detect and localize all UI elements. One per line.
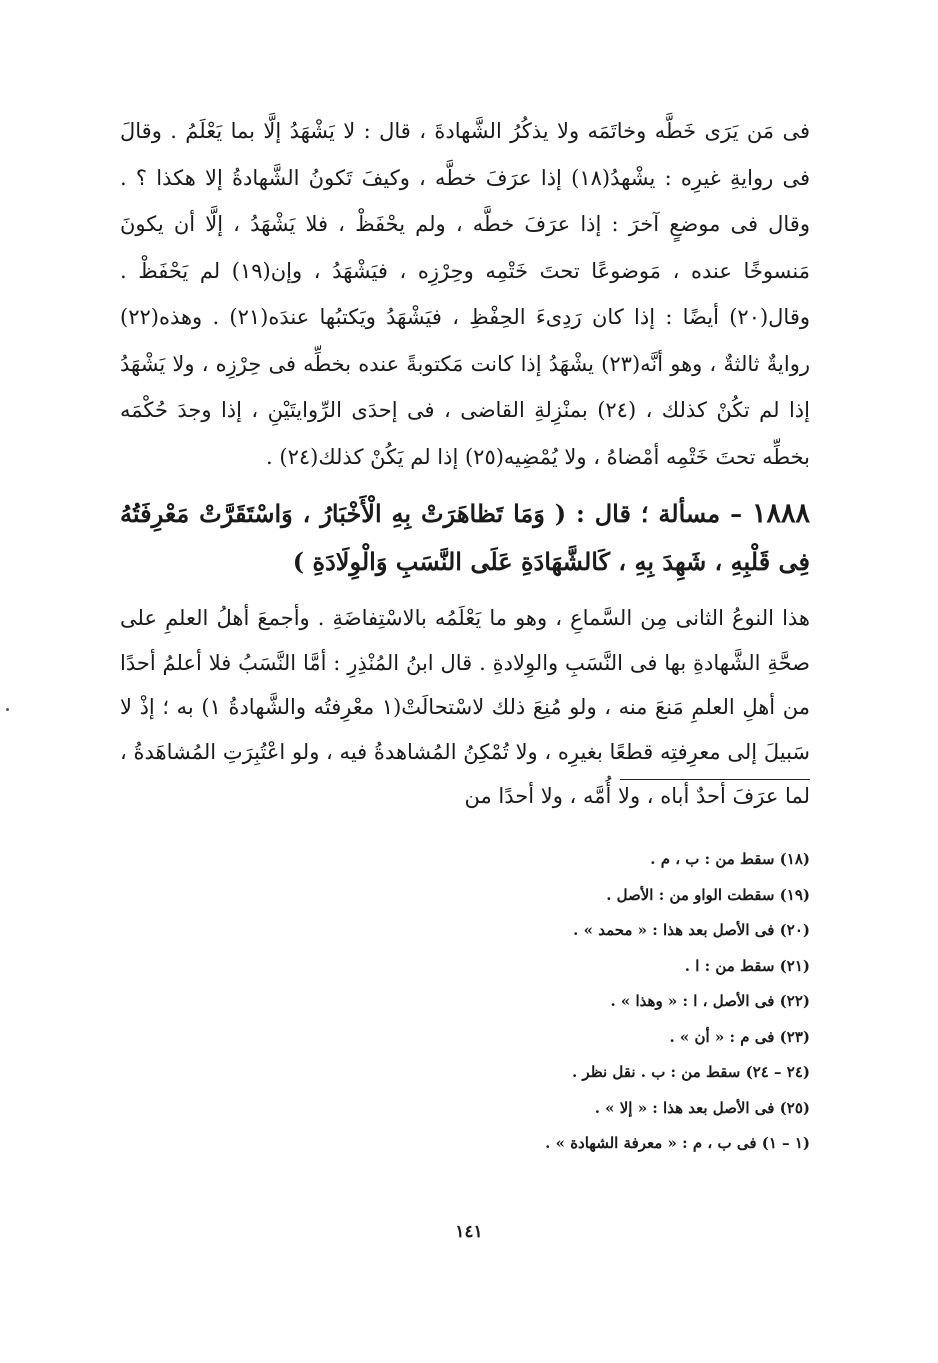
footnote: (١ – ١) فى ب ، م : « معرفة الشهادة » . [545,1134,810,1152]
footnote: (٢٥) فى الأصل بعد هذا : « إلا » . [594,1098,810,1117]
paragraph-1-line: الرِّوايتَيْنِ ، إذا وجدَ حُكْمَه بخطِّه تحتَ خَتْمِه أمْضاهُ ، ولا يُمْضِيه(٢٥) إذا لم يَكُنْ [120,398,810,469]
footnote: (١٨) سقط من : ب ، م . [650,850,810,868]
paragraph-2-line: منه ، ولو مُنِعَ ذلك لاسْتحالَتْ(١ معْرِفتُه والشَّهادةُ ١) به ؛ إذْ لا سَبيلَ إلى معرِفتِه قطعًا بغيرِه ، ولا [120,695,811,764]
footnotes [410,842,810,1162]
paragraph-1-line: مَكتوبةً عنده بخطِّه فى حِرْزِه ، ولا يَشْهَدُ إذا لم تكُنْ كذلك ، (٢٤) بمنْزِلةِ القاضى ، فى إحدَى [120,351,810,422]
page-number: ١٤١ [455,1222,483,1242]
paragraph-2-line: الشَّهادةِ بها فى النَّسَبِ والوِلادةِ . قال ابنُ المُنْذِرِ : أمَّا النَّسَبُ فلا أعلمُ أحدًا من أهلِ العلمِ مَنعَ [120,650,810,719]
scan-speck [6,708,9,711]
footnote: (٢٠) فى الأصل بعد هذا : « محمد » . [573,921,810,939]
section-heading [120,490,810,586]
section-heading-line: شَهِدَ بِهِ ، كَالشَّهَادَةِ عَلَى النَّسَبِ وَالْوِلَادَةِ ) [292,547,707,576]
footnote-separator [620,779,810,780]
section-heading-line: – مسألة ؛ قال : ( وَمَا تَظاهَرَتْ بِهِ الْأَخْبَارُ ، وَاسْتَقَرَّتْ مَعْرِفَتُهُ فِى قَلْبِهِ ، [120,499,810,576]
section-number: ١٨٨٨ [751,498,810,529]
paragraph-2-line: هذا النوعُ الثانى مِن السَّماعِ ، وهو ما يَعْلَمُه بالاسْتِفاضَةِ . وأجمعَ أهلُ العلمِ على صحَّةِ [120,606,810,675]
paragraph-1-line: الحِفْظِ ، فيَشْهَدُ ويَكتبُها عندَه(٢١) . وهذه(٢٢) روايةٌ ثالثةٌ ، وهو أنَّه(٢٣) يشْهَدُ إذا كانت [120,305,810,376]
paragraph-1 [120,108,810,480]
paragraph-1-line: فى مَن يَرَى خَطَّه وخاتَمَه ولا يذكُرُ الشَّهادةَ ، قال : لا يَشْهَدُ إلَّا بما يَعْلَمُ . وقالَ فى روايةِ [120,119,811,190]
footnote: (١٩) سقطت الواو من : الأصل . [606,885,810,904]
paragraph-1-line: تحتَ خَتْمِه وحِرْزِه ، فيَشْهَدُ ، وإن(١٩) لم يَحْفَظْ . وقال(٢٠) أيضًا : إذا كان رَدِىءَ [120,258,811,329]
footnote: (٢٤ – ٢٤) سقط من : ب . نقل نظر . [571,1063,810,1081]
footnote: (٢٣) فى م : « أن » . [669,1027,810,1046]
paragraph-2 [120,596,810,819]
paragraph-2-line: تُمْكِنُ المُشاهدةُ فيه ، ولو اعْتُبِرَتِ المُشاهَدةُ ، لما عرَفَ أحدٌ أباه ، ولا أُمَّه ، ولا أحدًا من [120,739,810,808]
footnote: (٢١) سقط من : ا . [684,956,810,975]
paragraph-1-line: كذلك(٢٤) . [266,444,364,469]
footnote: (٢٢) فى الأصل ، ا : « وهذا » . [610,992,810,1010]
paragraph-1-line: آخرَ : إذا عرَفَ خطَّه ، ولم يحْفَظْ ، فلا يَشْهَدُ ، إلَّا أن يكونَ مَنسوخًا عنده ، مَوضوعًا [120,212,810,283]
paragraph-1-line: غيرِه : يشْهدُ(١٨) إذا عرَفَ خطَّه ، وكيفَ تَكونُ الشَّهادةُ إلا هكذا ؟ . وقال فى موضعٍ [120,165,810,236]
